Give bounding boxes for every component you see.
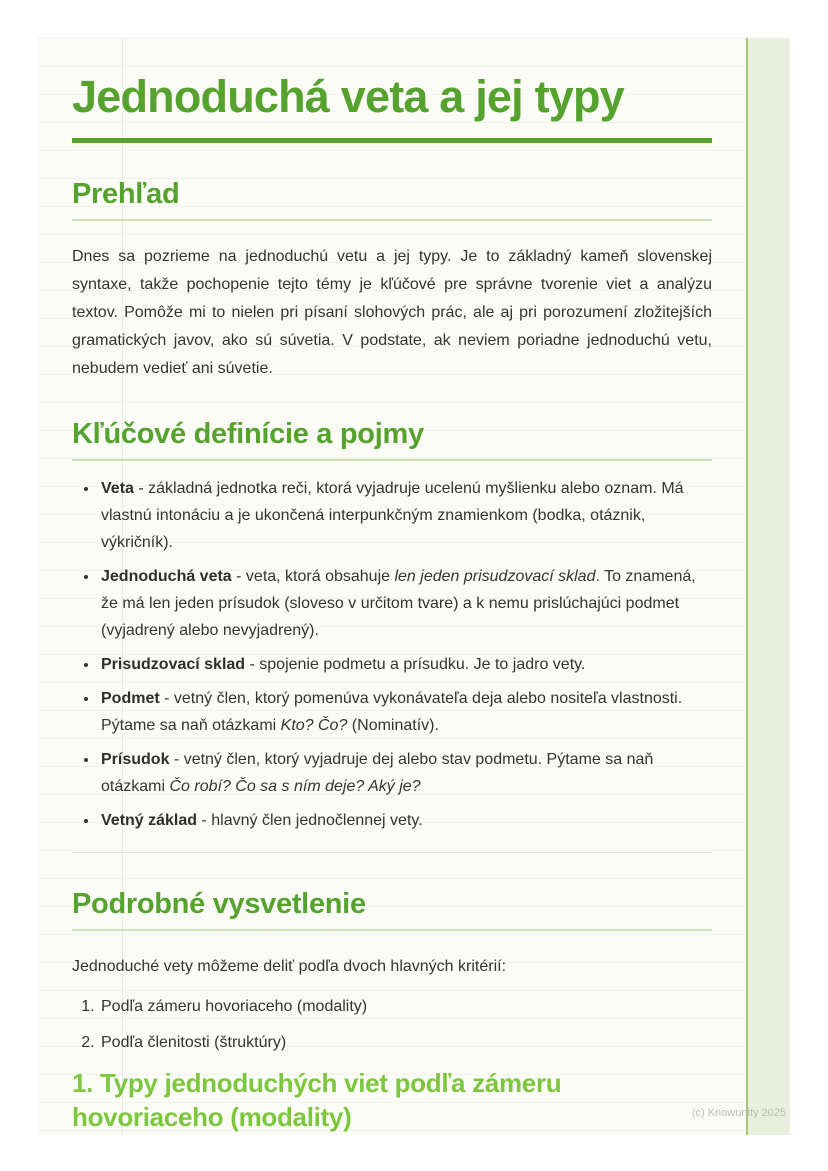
- criteria-item: [99, 993, 712, 1021]
- definition-term: Prisudzovací sklad: [101, 656, 246, 674]
- title-underline: [72, 138, 712, 143]
- explanation-intro: Jednoduché vety môžeme deliť podľa dvoch hlavných kritérií:: [72, 958, 507, 976]
- definition-text: - spojenie podmetu a prísudku. Je to jadro vety.: [245, 656, 586, 674]
- definition-term: Jednoduchá veta: [101, 568, 232, 586]
- definition-term: Prísudok: [101, 751, 170, 769]
- definition-text: - základná jednotka reči, ktorá vyjadruje ucelenú myšlienku alebo oznam. Má vlastnú intonáciu a je ukončená interpunkčným znamienkom (bodka, otáznik, výkričník).: [101, 480, 684, 552]
- definition-italic: len jeden prisudzovací sklad: [394, 568, 596, 586]
- definitions-list: [72, 475, 712, 834]
- section-divider: [72, 852, 712, 853]
- definitions-heading-underline: [72, 459, 712, 461]
- overview-heading-underline: [72, 219, 712, 221]
- definition-italic: Kto? Čo?: [280, 717, 348, 735]
- criteria-item: [99, 1029, 712, 1057]
- definition-text: - vetný člen, ktorý vyjadruje dej alebo stav podmetu. Pýtame sa naň otázkami: [101, 751, 654, 796]
- definition-item: [99, 685, 712, 739]
- definition-item: [99, 807, 712, 834]
- notes-page: [38, 38, 790, 1135]
- definition-italic: Čo robí? Čo sa s ním deje? Aký je?: [169, 778, 421, 796]
- definition-tail: . To znamená, že má len jeden prísudok (sloveso v určitom tvare) a k nemu prislúchajúci podmet (vyjadrený alebo nevyjadrený).: [101, 568, 696, 640]
- definition-item: [99, 746, 712, 800]
- definition-term: Podmet: [101, 690, 160, 708]
- explanation-heading-underline: [72, 929, 712, 931]
- page-edge-strip: [746, 38, 790, 1135]
- section-overview: [72, 179, 712, 383]
- definition-item: [99, 651, 712, 678]
- definition-text: - hlavný člen jednočlennej vety.: [197, 812, 423, 830]
- definitions-heading: Kľúčové definície a pojmy: [72, 418, 424, 451]
- subsection-heading: 1. Typy jednoduchých viet podľa zámeru hovoriaceho (modality): [72, 1068, 562, 1132]
- section-explanation: [72, 889, 712, 1134]
- definition-text: - vetný člen, ktorý pomenúva vykonávateľa deja alebo nositeľa vlastnosti. Pýtame sa naň otázkami: [101, 690, 683, 735]
- definition-tail: (Nominatív).: [347, 717, 439, 735]
- criteria-list: [72, 993, 712, 1057]
- definition-text: - veta, ktorá obsahuje: [231, 568, 395, 586]
- overview-paragraph: Dnes sa pozrieme na jednoduchú vetu a jej typy. Je to základný kameň slovenskej syntaxe, takže pochopenie tejto témy je kľúčové pre správne tvorenie viet a analýzu textov. Pomôže mi to nielen pri písaní slohových prác, ale aj pri porozumení zložitejších gramatických javov, ako sú súvetia. V podstate, ak neviem poriadne jednoduchú vetu, nebudem vedieť ani súvetie.: [72, 248, 712, 378]
- watermark: (c) Knowunity 2025: [691, 1107, 786, 1119]
- definition-term: Vetný základ: [101, 812, 198, 830]
- page-content: [38, 38, 712, 1135]
- section-definitions: [72, 419, 712, 834]
- criteria-text: Podľa zámeru hovoriaceho (modality): [101, 998, 368, 1016]
- overview-heading: Prehľad: [72, 178, 180, 211]
- explanation-heading: Podrobné vysvetlenie: [72, 888, 366, 921]
- definition-item: [99, 475, 712, 556]
- definition-item: [99, 563, 712, 644]
- definition-term: Veta: [101, 480, 134, 498]
- page-title: Jednoduchá veta a jej typy: [72, 71, 624, 122]
- criteria-text: Podľa členitosti (štruktúry): [101, 1034, 287, 1052]
